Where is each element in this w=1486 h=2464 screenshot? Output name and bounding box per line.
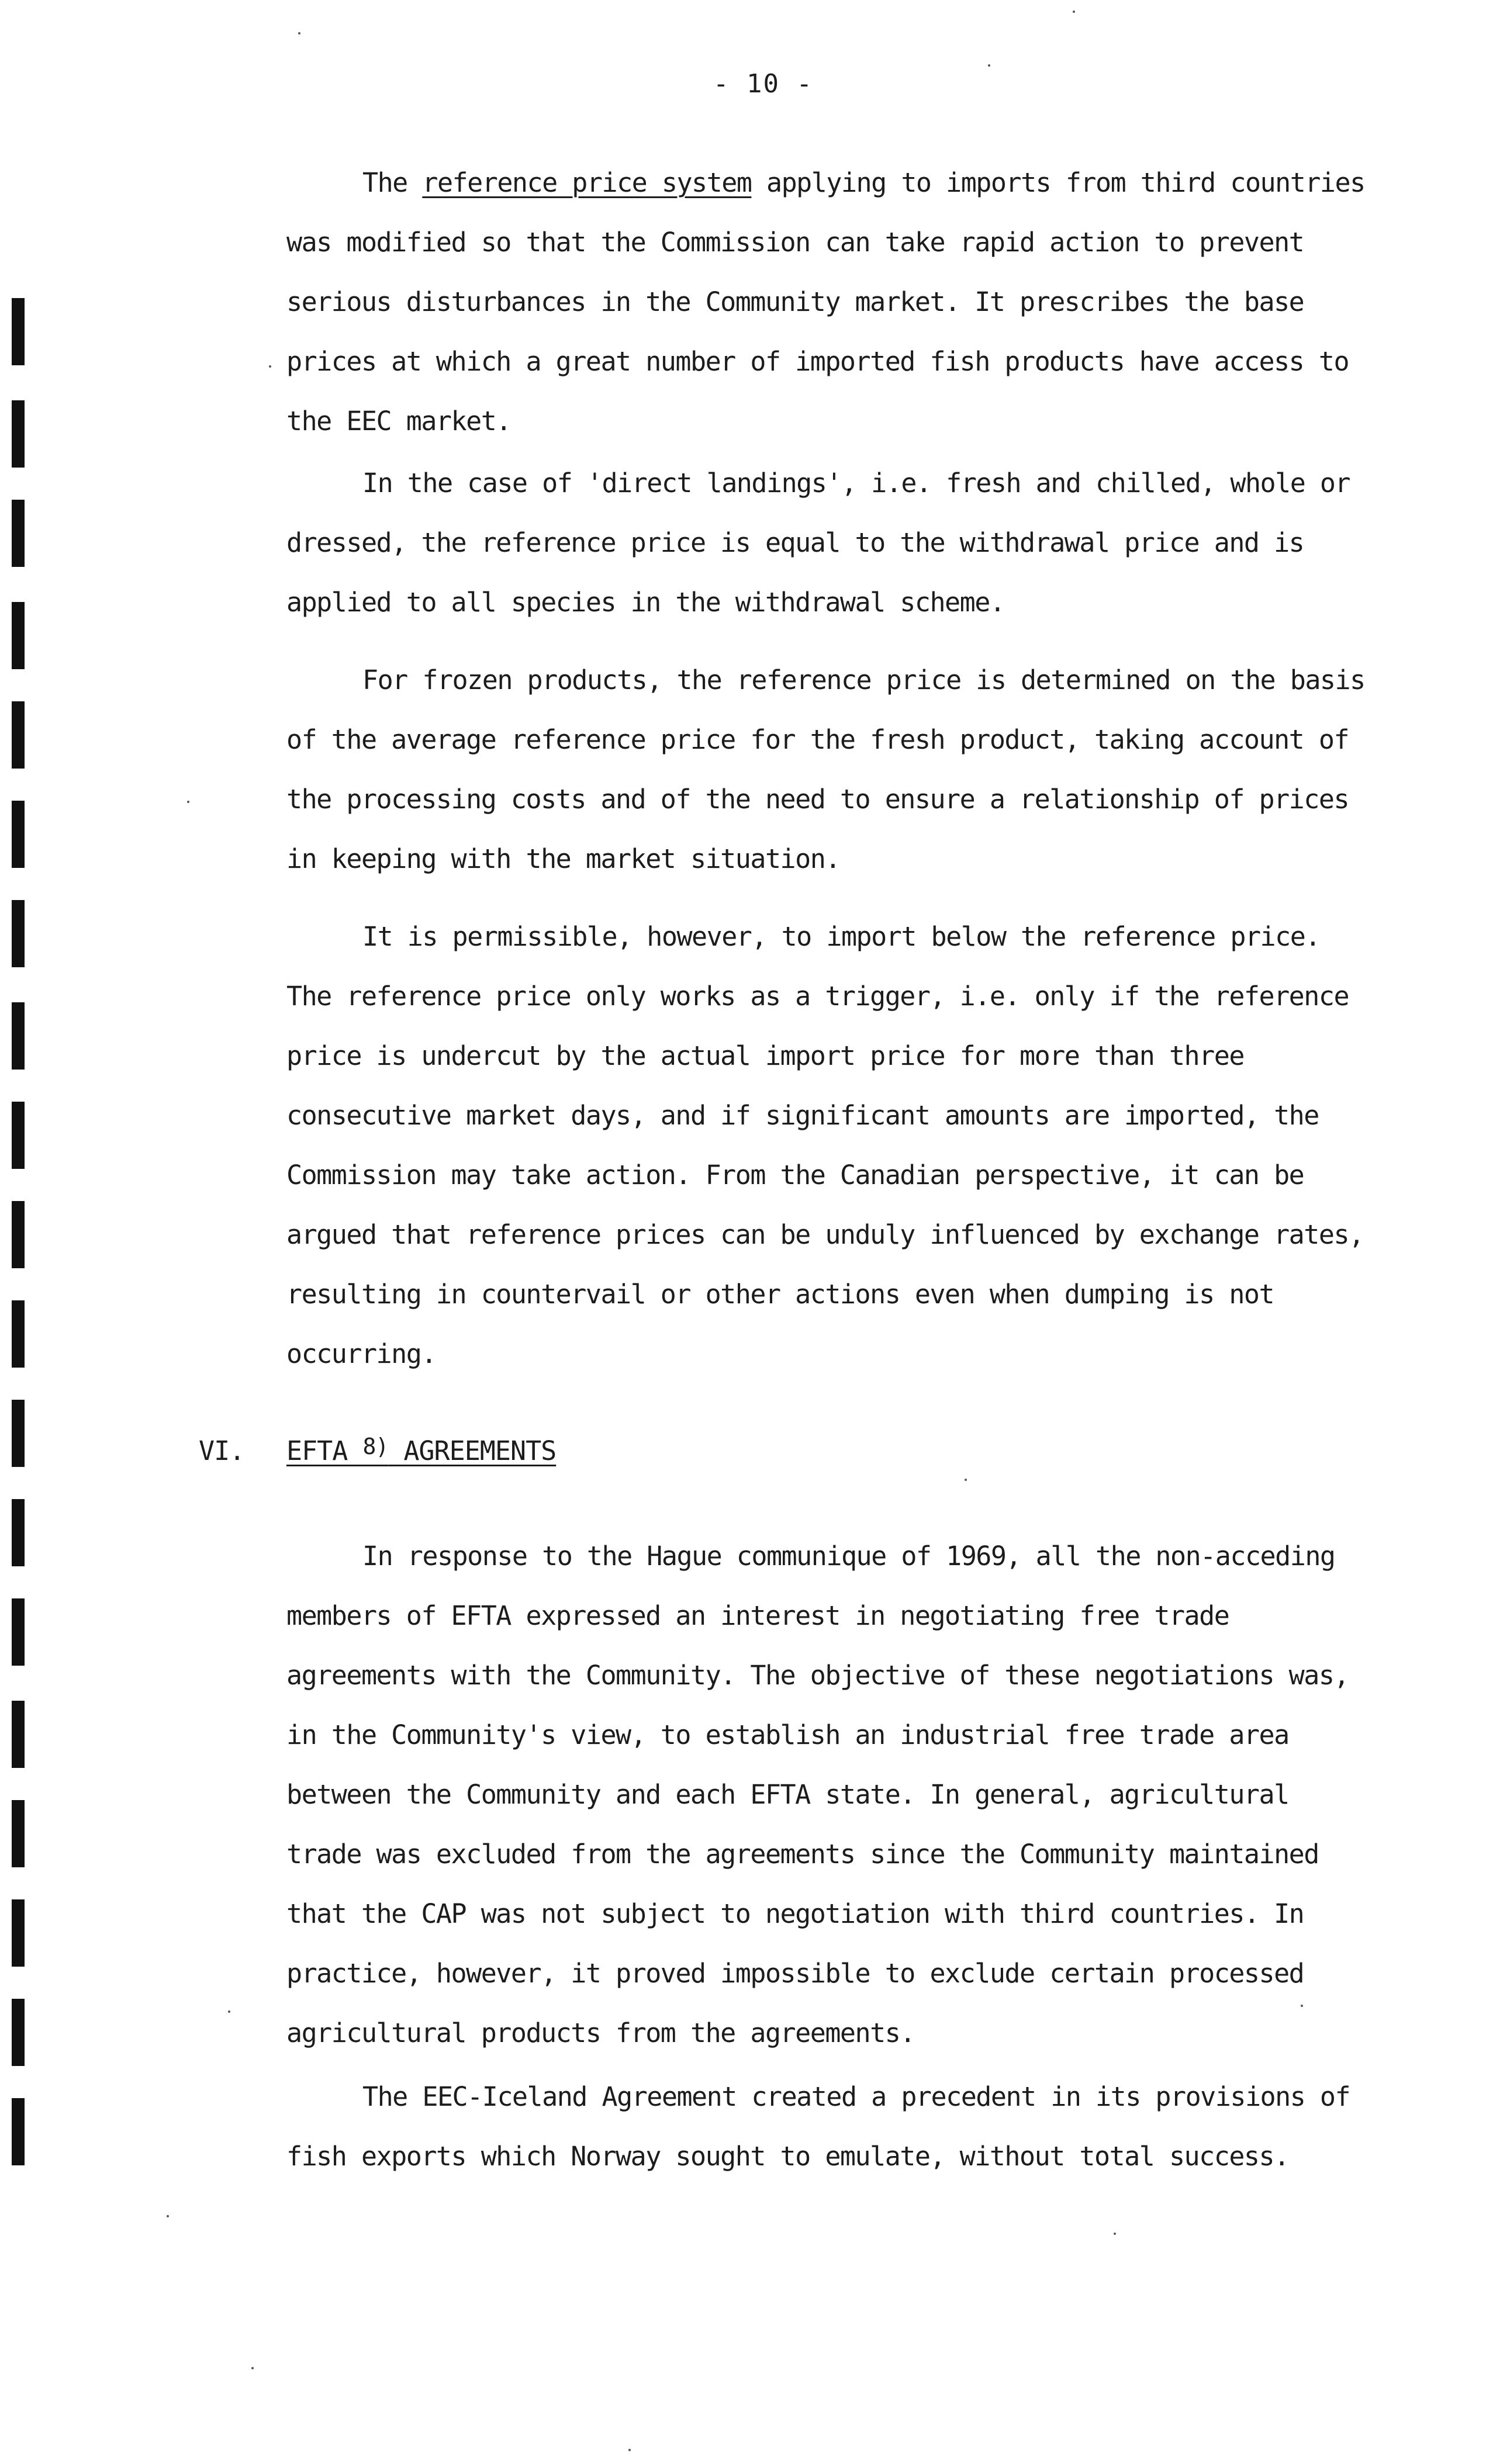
binding-mark bbox=[12, 1002, 25, 1070]
binding-mark bbox=[12, 1701, 25, 1768]
scan-speck bbox=[1114, 2233, 1116, 2235]
section-title-text: EFTA bbox=[286, 1435, 363, 1466]
paragraph-import-below-reference: It is permissible, however, to import below the reference price. The reference price only works as a trigger, i.e. only if the reference price is undercut by the actual import price for more than three consecutive market days, and if significant amounts are imported, the Commission may take action. From the Canadian perspective, it can be argued that reference prices can be unduly influenced by exchange rates, resulting in countervail or other actions even when dumping is not occurring. bbox=[286, 921, 1364, 1369]
binding-mark bbox=[12, 801, 25, 868]
binding-mark bbox=[12, 1800, 25, 1867]
paragraph-frozen-products: For frozen products, the reference price is determined on the basis of the average reference price for the fresh product, taking account of the processing costs and of the need to ensure a relationship of prices in keeping with the market situation. bbox=[286, 665, 1365, 874]
underlined-term: reference price system bbox=[422, 167, 752, 198]
binding-mark bbox=[12, 701, 25, 769]
scan-speck bbox=[1301, 2005, 1303, 2007]
binding-mark bbox=[12, 1201, 25, 1268]
section-number: VI. bbox=[199, 1435, 245, 1466]
binding-mark bbox=[12, 602, 25, 669]
scan-speck bbox=[988, 64, 990, 67]
paragraph-text: applying to imports from third countries was modified so that the Commission can take rapid action to prevent serious disturbances in the Community market. It prescribes the base prices at which a great number of imported fish products have access to the EEC market. bbox=[286, 167, 1365, 437]
scan-speck bbox=[628, 2449, 631, 2451]
binding-mark bbox=[12, 1598, 25, 1666]
binding-mark bbox=[12, 1102, 25, 1169]
binding-mark bbox=[12, 298, 25, 365]
scan-speck bbox=[167, 2215, 169, 2217]
binding-mark bbox=[12, 400, 25, 468]
binding-mark bbox=[12, 1999, 25, 2066]
binding-mark bbox=[12, 2098, 25, 2165]
scan-speck bbox=[1073, 11, 1075, 13]
scan-speck bbox=[269, 365, 271, 368]
paragraph-eec-iceland: The EEC-Iceland Agreement created a precedent in its provisions of fish exports which Norway sought to emulate, without total success. bbox=[286, 2081, 1350, 2172]
binding-mark bbox=[12, 1400, 25, 1467]
binding-mark bbox=[12, 1499, 25, 1566]
paragraph-reference-price-system bbox=[286, 153, 1374, 451]
section-title bbox=[286, 1435, 556, 1466]
page-number: - 10 - bbox=[713, 69, 813, 99]
footnote-marker: 8) bbox=[362, 1434, 389, 1459]
binding-mark bbox=[12, 900, 25, 967]
scan-speck bbox=[965, 1479, 967, 1481]
binding-mark bbox=[12, 1300, 25, 1368]
paragraph-hague-communique: In response to the Hague communique of 1969, all the non-acceding members of EFTA expressed an interest in negotiating free trade agreements with the Community. The objective of these negotiations was, in the Community's view, to establish an industrial free trade area between the Community and each EFTA state. In general, agricultural trade was excluded from the agreements since the Community maintained that the CAP was not subject to negotiation with third countries. In practice, however, it proved impossible to exclude certain processed agricultural products from the agreements. bbox=[286, 1541, 1349, 2048]
binding-mark bbox=[12, 500, 25, 567]
section-title-text: AGREEMENTS bbox=[388, 1435, 557, 1466]
paragraph-text: The bbox=[362, 167, 423, 198]
scan-speck bbox=[251, 2367, 254, 2369]
scan-speck bbox=[228, 2010, 230, 2013]
scan-speck bbox=[187, 801, 189, 803]
scan-speck bbox=[298, 32, 300, 34]
paragraph-direct-landings: In the case of 'direct landings', i.e. fresh and chilled, whole or dressed, the reference price is equal to the withdrawal price and is applied to all species in the withdrawal scheme. bbox=[286, 468, 1350, 618]
binding-mark bbox=[12, 1899, 25, 1967]
